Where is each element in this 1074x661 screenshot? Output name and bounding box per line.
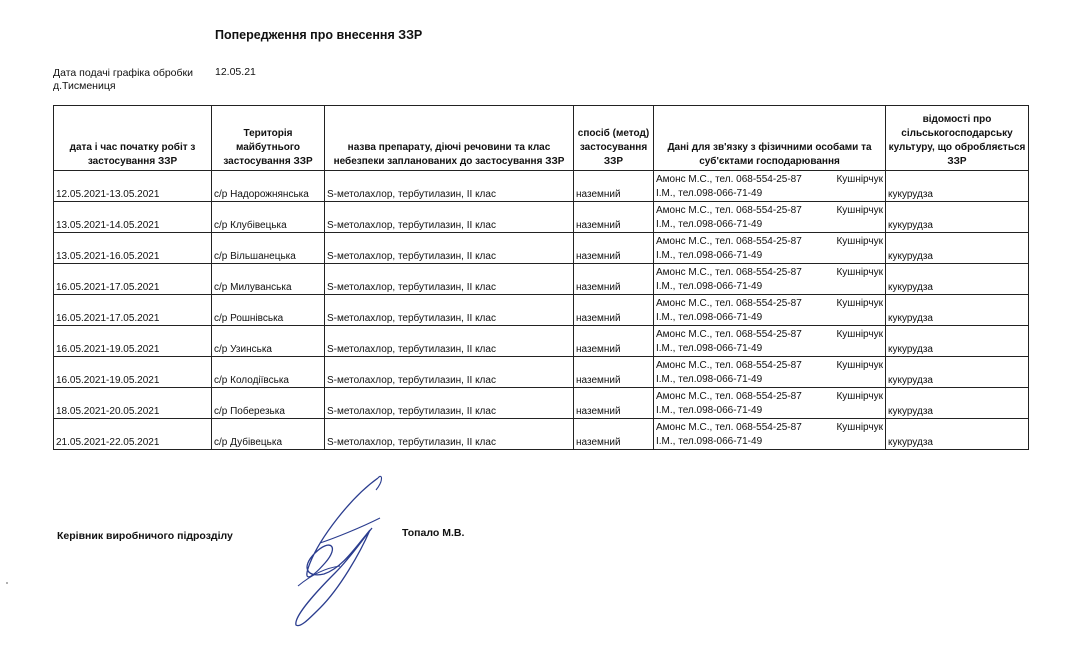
contact-secondary-name: Кушнірчук — [836, 329, 883, 340]
cell-contacts — [654, 419, 886, 450]
cell-method: наземний — [574, 357, 654, 388]
contact-secondary-name: Кушнірчук — [836, 174, 883, 185]
contact-primary: Амонс М.С., тел. 068-554-25-87 — [656, 205, 802, 216]
cell-date: 16.05.2021-19.05.2021 — [54, 357, 212, 388]
table-row — [54, 233, 1029, 264]
contact-primary: Амонс М.С., тел. 068-554-25-87 — [656, 422, 802, 433]
header-date: дата і час початку робіт з застосування ЗЗР — [54, 106, 212, 171]
cell-date: 13.05.2021-14.05.2021 — [54, 202, 212, 233]
cell-product: S-метолахлор, тербутилазин, ІІ клас — [325, 357, 574, 388]
cell-territory: с/р Клубівецька — [212, 202, 325, 233]
cell-crop: кукурудза — [886, 171, 1029, 202]
cell-crop: кукурудза — [886, 202, 1029, 233]
contact-line-2: І.М., тел.098-066-71-49 — [656, 435, 763, 447]
cell-contacts — [654, 264, 886, 295]
contact-secondary-name: Кушнірчук — [836, 422, 883, 433]
cell-territory: с/р Дубівецька — [212, 419, 325, 450]
contact-line-2: І.М., тел.098-066-71-49 — [656, 249, 763, 261]
table-header-row — [54, 106, 1029, 171]
cell-method: наземний — [574, 264, 654, 295]
contact-line-1 — [656, 328, 883, 342]
cell-crop: кукурудза — [886, 357, 1029, 388]
cell-date: 16.05.2021-19.05.2021 — [54, 326, 212, 357]
contact-secondary-name: Кушнірчук — [836, 360, 883, 371]
contact-line-2: І.М., тел.098-066-71-49 — [656, 342, 763, 354]
cell-product: S-метолахлор, тербутилазин, ІІ клас — [325, 233, 574, 264]
contact-line-1 — [656, 390, 883, 404]
header-method: спосіб (метод) застосування ЗЗР — [574, 106, 654, 171]
cell-method: наземний — [574, 295, 654, 326]
contact-line-1 — [656, 297, 883, 311]
cell-contacts — [654, 357, 886, 388]
header-product: назва препарату, діючі речовини та клас небезпеки запланованих до застосування ЗЗР — [325, 106, 574, 171]
cell-method: наземний — [574, 233, 654, 264]
cell-product: S-метолахлор, тербутилазин, ІІ клас — [325, 171, 574, 202]
cell-date: 21.05.2021-22.05.2021 — [54, 419, 212, 450]
contact-primary: Амонс М.С., тел. 068-554-25-87 — [656, 360, 802, 371]
cell-date: 18.05.2021-20.05.2021 — [54, 388, 212, 419]
cell-date: 12.05.2021-13.05.2021 — [54, 171, 212, 202]
table-row — [54, 419, 1029, 450]
cell-territory: с/р Надорожнянська — [212, 171, 325, 202]
table-row — [54, 388, 1029, 419]
contact-primary: Амонс М.С., тел. 068-554-25-87 — [656, 329, 802, 340]
contact-line-2: І.М., тел.098-066-71-49 — [656, 187, 763, 199]
cell-territory: с/р Рошнівська — [212, 295, 325, 326]
table-row — [54, 357, 1029, 388]
cell-method: наземний — [574, 419, 654, 450]
submission-date-label: Дата подачі графіка обробки — [53, 67, 193, 79]
contact-secondary-name: Кушнірчук — [836, 267, 883, 278]
cell-product: S-метолахлор, тербутилазин, ІІ клас — [325, 295, 574, 326]
header-contacts: Дані для зв'язку з фізичними особами та суб'єктами господарювання — [654, 106, 886, 171]
cell-contacts — [654, 171, 886, 202]
contact-line-2: І.М., тел.098-066-71-49 — [656, 404, 763, 416]
cell-contacts — [654, 388, 886, 419]
cell-crop: кукурудза — [886, 295, 1029, 326]
header-crop: відомості про сільськогосподарську культуру, що обробляється ЗЗР — [886, 106, 1029, 171]
cell-method: наземний — [574, 388, 654, 419]
cell-crop: кукурудза — [886, 419, 1029, 450]
cell-method: наземний — [574, 171, 654, 202]
table-row — [54, 202, 1029, 233]
contact-line-2: І.М., тел.098-066-71-49 — [656, 218, 763, 230]
cell-crop: кукурудза — [886, 264, 1029, 295]
contact-primary: Амонс М.С., тел. 068-554-25-87 — [656, 391, 802, 402]
table-row — [54, 171, 1029, 202]
cell-method: наземний — [574, 326, 654, 357]
cell-crop: кукурудза — [886, 388, 1029, 419]
signer-name: Топало М.В. — [402, 527, 465, 539]
contact-primary: Амонс М.С., тел. 068-554-25-87 — [656, 236, 802, 247]
cell-product: S-метолахлор, тербутилазин, ІІ клас — [325, 202, 574, 233]
contact-line-1 — [656, 421, 883, 435]
contact-line-1 — [656, 359, 883, 373]
cell-crop: кукурудза — [886, 233, 1029, 264]
cell-contacts — [654, 233, 886, 264]
cell-method: наземний — [574, 202, 654, 233]
contact-primary: Амонс М.С., тел. 068-554-25-87 — [656, 174, 802, 185]
stray-dot — [6, 582, 8, 584]
contact-primary: Амонс М.С., тел. 068-554-25-87 — [656, 298, 802, 309]
cell-date: 13.05.2021-16.05.2021 — [54, 233, 212, 264]
cell-product: S-метолахлор, тербутилазин, ІІ клас — [325, 419, 574, 450]
village-name: д.Тисмениця — [53, 80, 116, 92]
contact-line-1 — [656, 173, 883, 187]
cell-product: S-метолахлор, тербутилазин, ІІ клас — [325, 388, 574, 419]
contact-secondary-name: Кушнірчук — [836, 391, 883, 402]
contact-line-2: І.М., тел.098-066-71-49 — [656, 280, 763, 292]
cell-contacts — [654, 295, 886, 326]
manager-label: Керівник виробничого підрозділу — [57, 530, 233, 542]
cell-contacts — [654, 326, 886, 357]
cell-date: 16.05.2021-17.05.2021 — [54, 264, 212, 295]
cell-territory: с/р Вільшанецька — [212, 233, 325, 264]
cell-date: 16.05.2021-17.05.2021 — [54, 295, 212, 326]
table-row — [54, 295, 1029, 326]
contact-line-1 — [656, 204, 883, 218]
contact-line-2: І.М., тел.098-066-71-49 — [656, 311, 763, 323]
contact-primary: Амонс М.С., тел. 068-554-25-87 — [656, 267, 802, 278]
table-row — [54, 264, 1029, 295]
contact-secondary-name: Кушнірчук — [836, 236, 883, 247]
document-title: Попередження про внесення ЗЗР — [215, 28, 423, 42]
signature-image — [280, 468, 400, 633]
contact-secondary-name: Кушнірчук — [836, 298, 883, 309]
cell-product: S-метолахлор, тербутилазин, ІІ клас — [325, 326, 574, 357]
contact-line-1 — [656, 266, 883, 280]
table-row — [54, 326, 1029, 357]
contact-line-2: І.М., тел.098-066-71-49 — [656, 373, 763, 385]
cell-territory: с/р Поберезька — [212, 388, 325, 419]
contact-line-1 — [656, 235, 883, 249]
cell-territory: с/р Колодіївська — [212, 357, 325, 388]
contact-secondary-name: Кушнірчук — [836, 205, 883, 216]
cell-territory: с/р Узинська — [212, 326, 325, 357]
submission-date-value: 12.05.21 — [215, 66, 256, 78]
cell-contacts — [654, 202, 886, 233]
treatment-schedule-table — [53, 105, 1029, 450]
cell-product: S-метолахлор, тербутилазин, ІІ клас — [325, 264, 574, 295]
cell-crop: кукурудза — [886, 326, 1029, 357]
cell-territory: с/р Милуванська — [212, 264, 325, 295]
header-territory: Територія майбутнього застосування ЗЗР — [212, 106, 325, 171]
